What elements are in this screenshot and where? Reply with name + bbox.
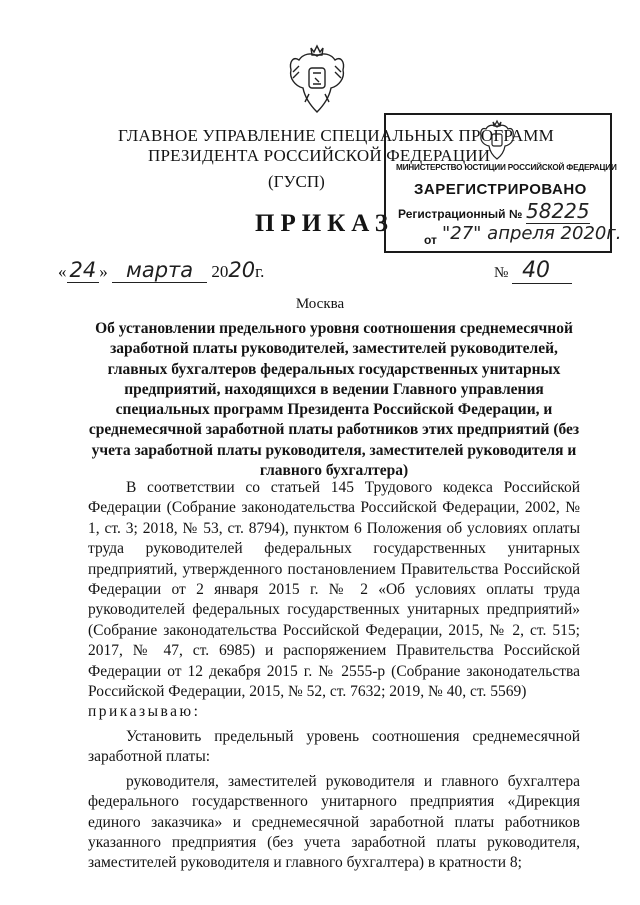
order-year-prefix: 20 xyxy=(211,262,229,281)
order-day: 24 xyxy=(67,258,100,283)
body-paragraph-1: В соответствии со статьей 145 Трудового кодекса Российской Федерации (Собрание законодательства Российской Федерации, 2002, № 1, ст. 3; 2018, № 53, ст. 8794), пунктом 6 Положения об условиях оплаты труда руководителей федеральных государственных унитарных предприятий, утвержденного постановлением Правительства Российской Федерации от 2 января 2015 г. № 2 «Об условиях оплаты труда руководителей федеральных государственных унитарных предприятий» (Собрание законодательства Российской Федерации, 2015, № 2, ст. 515; 2017, № 47, ст. 6985) и распоряжением Правительства Российской Федерации от 12 декабря 2015 г. № 2555-р (Собрание законодательства Российской Федерации, 2015, № 52, ст. 7632; 2019, № 40, ст. 5569) xyxy=(88,479,580,701)
order-year-suffix: 20 xyxy=(228,258,256,282)
order-month: марта xyxy=(112,258,207,283)
stamp-emblem-icon xyxy=(478,119,516,161)
order-number xyxy=(494,258,572,284)
order-number-label: № xyxy=(494,265,509,281)
stamp-number-label: Регистрационный № xyxy=(398,207,523,221)
order-word: приказываю: xyxy=(88,703,201,721)
order-number-value: 40 xyxy=(512,258,572,284)
city: Москва xyxy=(295,296,345,312)
document-type: ПРИКАЗ xyxy=(255,210,394,237)
organization-name-line1: ГЛАВНОЕ УПРАВЛЕНИЕ СПЕЦИАЛЬНЫХ ПРОГРАММ xyxy=(118,126,554,145)
order-year-end: г. xyxy=(255,262,265,281)
order-date xyxy=(58,258,264,283)
organization-name-line2: ПРЕЗИДЕНТА РОССИЙСКОЙ ФЕДЕРАЦИИ xyxy=(148,146,491,165)
state-emblem-icon xyxy=(285,42,349,118)
order-title: Об установлении предельного уровня соотношения среднемесячной заработной платы руководителей, заместителей руководителей, главных бухгалтеров федеральных государственных унитарных предприятий, находящихся в ведении Главного управления специальных программ Президента Российской Федерации, и среднемесячной заработной платы работников этих предприятий (без учета заработной платы руководителя, заместителей руководителя и главного бухгалтера) xyxy=(88,320,580,480)
stamp-ministry-name: МИНИСТЕРСТВО ЮСТИЦИИ РОССИЙСКОЙ ФЕДЕРАЦИИ xyxy=(396,163,617,172)
date-open-quote: « xyxy=(58,262,67,281)
registration-stamp xyxy=(384,113,622,253)
stamp-date-label: от xyxy=(424,233,437,247)
stamp-registration-number: 58225 xyxy=(526,199,590,223)
organization-abbreviation: (ГУСП) xyxy=(268,172,325,191)
body-paragraph-3: руководителя, заместителей руководителя и главного бухгалтера федерального государственного унитарного предприятия «Дирекция единого заказчика» и среднемесячной заработной платы работников указанного предприятия (без учета заработной платы руководителя, заместителей руководителя и главного бухгалтера) в кратности 8; xyxy=(88,772,580,872)
body-paragraph-2: Установить предельный уровень соотношения среднемесячной заработной платы: xyxy=(88,727,580,766)
stamp-registration-date: "27" апреля 2020г. xyxy=(442,223,622,244)
date-close-quote: » xyxy=(99,262,108,281)
order-body xyxy=(88,478,580,874)
stamp-registered-label: ЗАРЕГИСТРИРОВАНО xyxy=(414,181,587,198)
